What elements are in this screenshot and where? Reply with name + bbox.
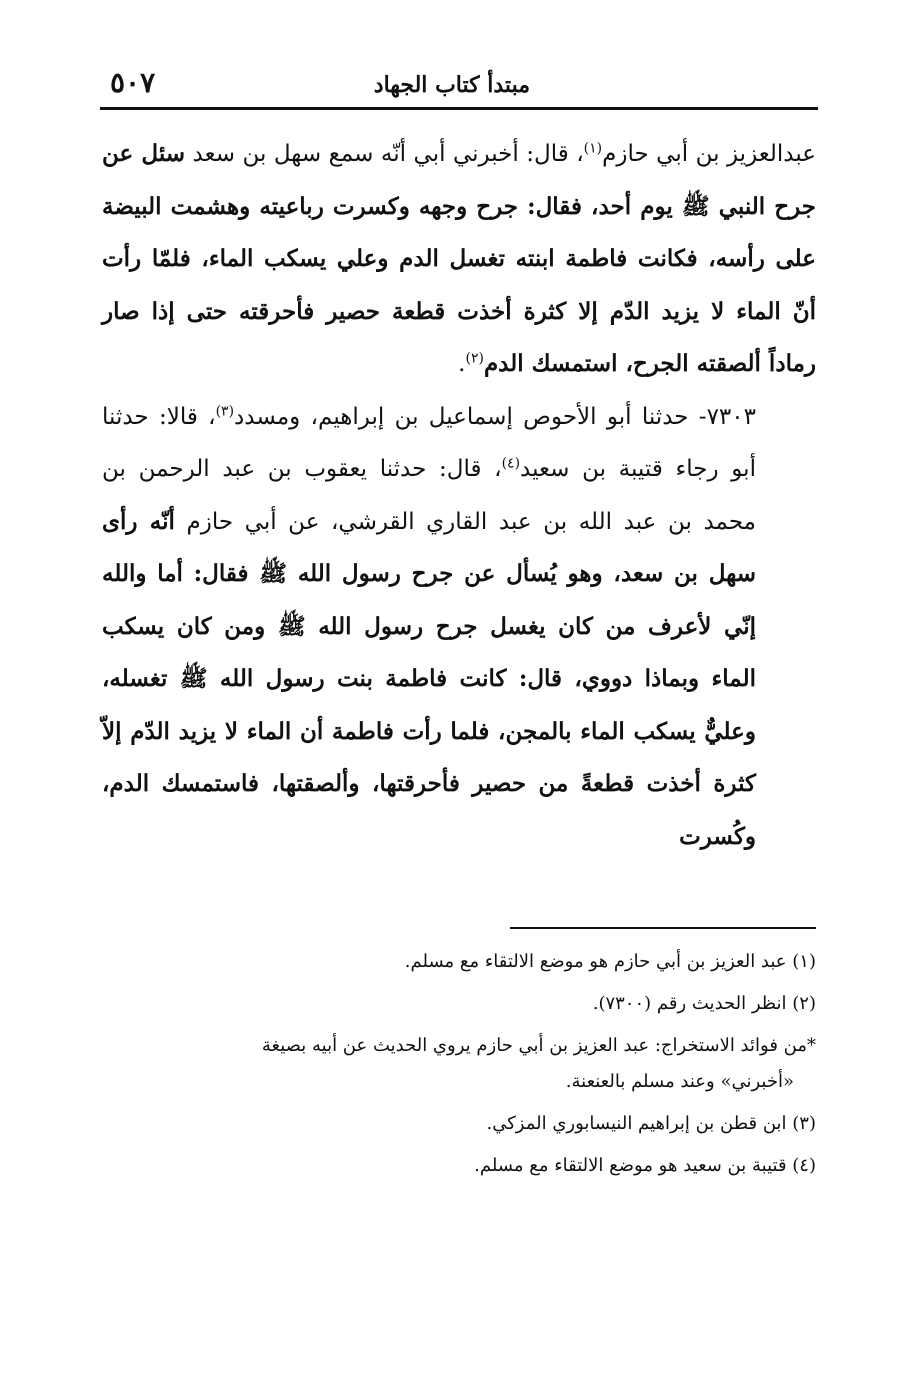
paragraph-2-text-1: ٧٣٠٣- حدثنا أبو الأحوص إسماعيل بن إبراهيم، ومسدد	[234, 403, 756, 430]
benefit-note-continuation: «أخبرني» وعند مسلم بالعنعنة.	[565, 1071, 794, 1092]
paragraph-1-text-2: ، قال: أخبرني أبي أنّه سمع سهل بن سعد	[185, 141, 584, 167]
paragraph-2	[102, 391, 816, 864]
footnote-rule	[510, 927, 816, 929]
footnote-ref-4: (٤)	[501, 455, 521, 472]
paragraph-2-hadith: أنّه رأى سهل بن سعد، وهو يُسأل عن جرح رسول الله ﷺ فقال: أما والله إنّي لأعرف من كان يغسل جرح رسول الله ﷺ ومن كان يسكب الماء وبماذا دووي، قال: كانت فاطمة بنت رسول الله ﷺ تغسله، وعليٌّ يسكب الماء بالمجن، فلما رأت فاطمة أن الماء لا يزيد الدّم إلاّ كثرة أخذت قطعةً من حصير فأحرقتها، وألصقتها، فاستمسك الدم، وكُسرت	[102, 507, 756, 850]
footnote-ref-3: (٣)	[215, 402, 235, 419]
footnote-2: (٢) انظر الحديث رقم (٧٣٠٠).	[592, 993, 816, 1014]
footnote-4: (٤) قتيبة بن سعيد هو موضع الالتقاء مع مسلم.	[474, 1155, 816, 1176]
footnotes	[102, 944, 816, 1190]
footnote-ref-2: (٢)	[465, 350, 484, 367]
paragraph-1-text-1: عبدالعزيز بن أبي حازم	[602, 141, 816, 167]
footnote-1: (١) عبد العزيز بن أبي حازم هو موضع الالتقاء مع مسلم.	[404, 951, 816, 972]
footnote-ref-1: (١)	[583, 140, 603, 157]
paragraph-1-hadith: سئل عن جرح النبي ﷺ يوم أحد، فقال: جرح وجهه وكسرت رباعيته وهشمت البيضة على رأسه، فكانت فاطمة ابنته تغسل الدم وعلي يسكب الماء، فلمّا رأت أنّ الماء لا يزيد الدّم إلا كثرة أخذت قطعة حصير فأحرقته حتى إذا صار رماداً ألصقته الجرح، استمسك الدم	[102, 140, 816, 377]
footnote-3: (٣) ابن قطن بن إبراهيم النيسابوري المزكي.	[486, 1113, 816, 1134]
benefit-note: *من فوائد الاستخراج: عبد العزيز بن أبي حازم يروي الحديث عن أبيه بصيغة	[261, 1035, 816, 1056]
page-number: ٥٠٧	[110, 66, 156, 99]
paragraph-1	[102, 128, 816, 391]
main-text	[102, 128, 816, 863]
running-title: مبتدأ كتاب الجهاد	[373, 72, 530, 98]
page-header	[100, 66, 818, 106]
paragraph-1-text-3: .	[458, 351, 466, 377]
paragraph-2-text-3: ، قال: حدثنا يعقوب بن عبد الرحمن بن محمد بن عبد الله بن عبد القاري القرشي، عن أبي حازم	[102, 456, 756, 535]
header-rule	[100, 107, 818, 110]
paragraph-2-text-2: ، قالا: حدثنا أبو رجاء قتيبة بن سعيد	[102, 403, 756, 482]
